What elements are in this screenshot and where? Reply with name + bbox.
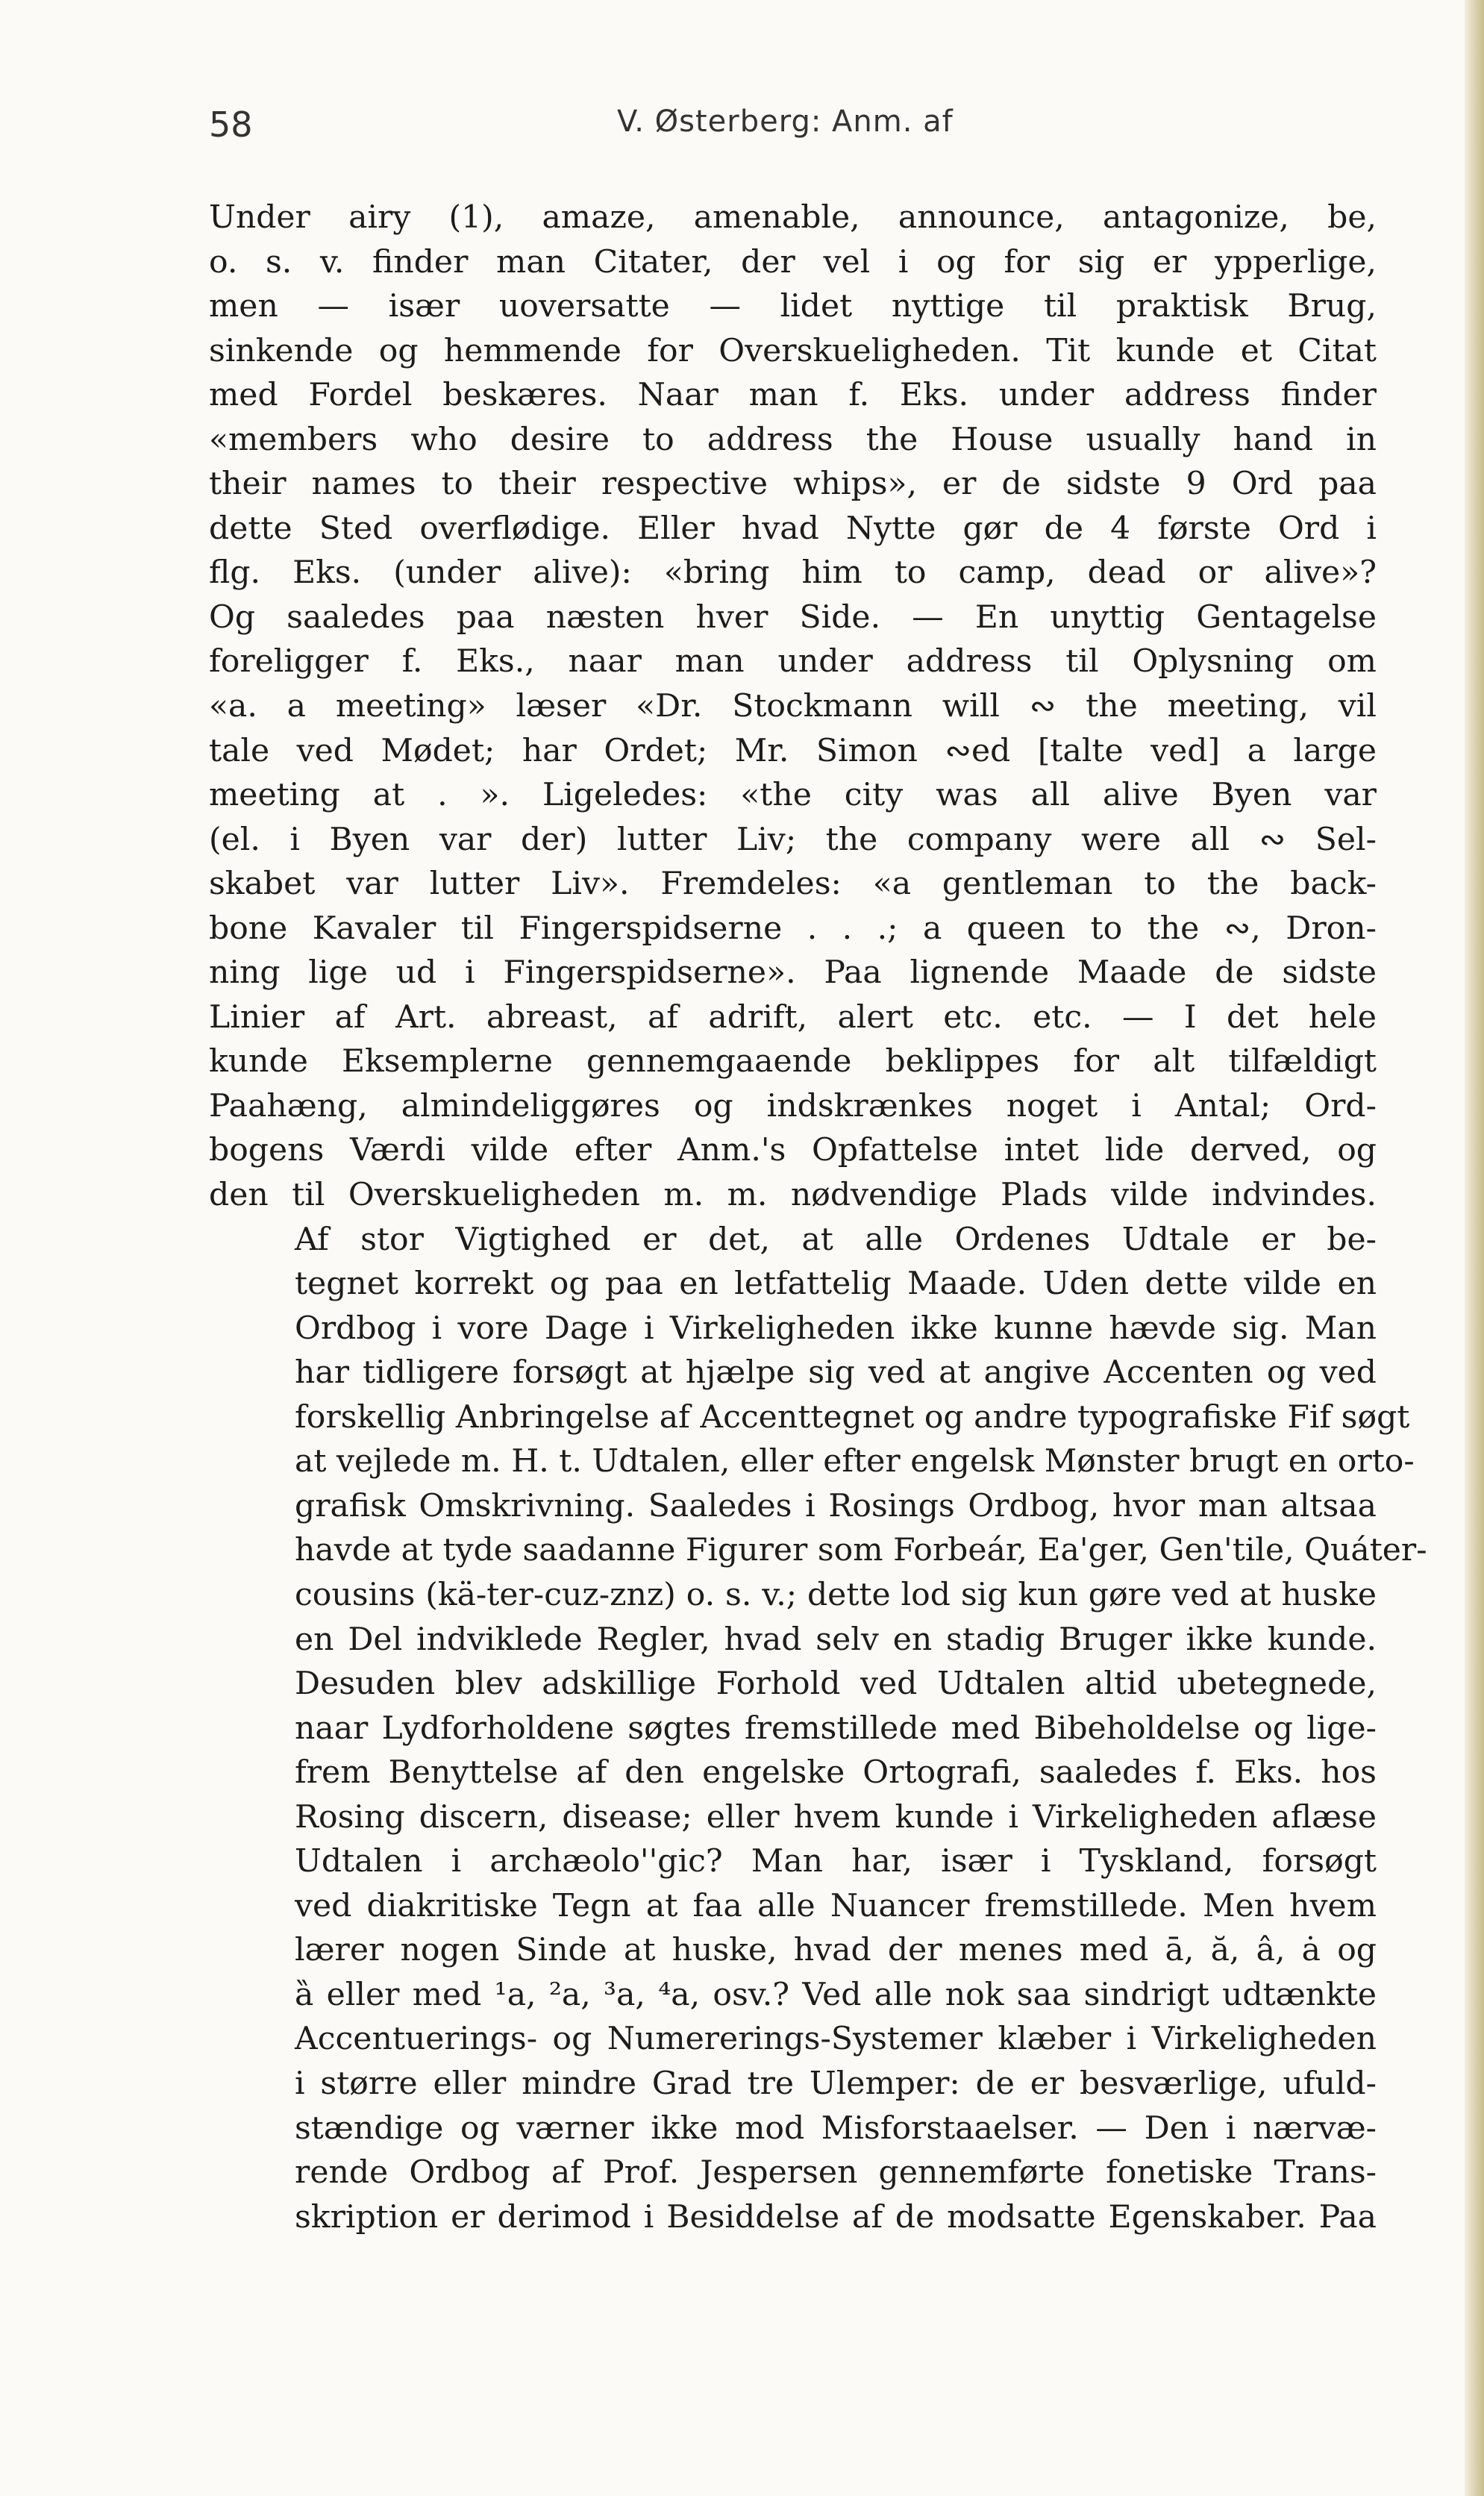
page-header bbox=[209, 96, 1377, 155]
text-line: men — især uoversatte — lidet nyttige til praktisk Brug, bbox=[209, 288, 1377, 325]
page-number: 58 bbox=[209, 104, 253, 145]
text-line: den til Overskueligheden m. m. nødvendige Plads vilde indvindes. bbox=[209, 1177, 1377, 1214]
text-line: kunde Eksemplerne gennemgaaende beklippes for alt tilfældigt bbox=[209, 1043, 1377, 1080]
text-line: meeting at . ». Ligeledes: «the city was all alive Byen var bbox=[209, 777, 1377, 814]
text-line: foreligger f. Eks., naar man under address til Oplysning om bbox=[209, 643, 1377, 681]
text-line: ved diakritiske Tegn at faa alle Nuancer fremstillede. Men hvem bbox=[295, 1887, 1377, 1924]
text-line: cousins (kä-ter-cuz-znz) o. s. v.; dette lod sig kun gøre ved at huske bbox=[295, 1576, 1377, 1613]
text-line: dette Sted overflødige. Eller hvad Nytte gør de 4 første Ord i bbox=[209, 510, 1377, 547]
text-line: ning lige ud i Fingerspidserne». Paa lignende Maade de sidste bbox=[209, 954, 1377, 992]
text-line: at vejlede m. H. t. Udtalen, eller efter engelsk Mønster brugt en orto- bbox=[295, 1443, 1415, 1480]
text-line: Desuden blev adskillige Forhold ved Udtalen altid ubetegnede, bbox=[295, 1665, 1377, 1703]
text-line: skription er derimod i Besiddelse af de modsatte Egenskaber. Paa bbox=[295, 2198, 1377, 2236]
text-line: Af stor Vigtighed er det, at alle Ordenes Udtale er be- bbox=[295, 1221, 1377, 1258]
text-line: skabet var lutter Liv». Fremdeles: «a gentleman to the back- bbox=[209, 866, 1377, 903]
text-line: ȁ eller med ¹a, ²a, ³a, ⁴a, osv.? Ved alle nok saa sindrigt udtænkte bbox=[295, 1976, 1377, 2013]
text-line: flg. Eks. (under alive): «bring him to camp, dead or alive»? bbox=[209, 554, 1377, 592]
text-line: «members who desire to address the House usually hand in bbox=[209, 421, 1377, 458]
paragraph bbox=[209, 196, 1377, 1218]
text-line: Linier af Art. abreast, af adrift, alert etc. etc. — I det hele bbox=[209, 998, 1377, 1036]
text-line: Under airy (1), amaze, amenable, announce, antagonize, be, bbox=[209, 199, 1377, 236]
text-line: en Del indviklede Regler, hvad selv en stadig Bruger ikke kunde. bbox=[295, 1621, 1377, 1658]
text-line: (el. i Byen var der) lutter Liv; the company were all ∾ Sel- bbox=[209, 821, 1377, 858]
text-line: tegnet korrekt og paa en letfattelig Maade. Uden dette vilde en bbox=[295, 1266, 1377, 1303]
text-line: Og saaledes paa næsten hver Side. — En unyttig Gentagelse bbox=[209, 598, 1377, 636]
text-line: rende Ordbog af Prof. Jespersen gennemførte fonetiske Trans- bbox=[295, 2154, 1377, 2192]
paragraph bbox=[209, 1218, 1427, 2240]
page-edge bbox=[1465, 0, 1484, 2496]
text-line: forskellig Anbringelse af Accenttegnet og andre typografiske Fif søgt bbox=[295, 1398, 1410, 1436]
running-head: V. Østerberg: Anm. af bbox=[617, 104, 954, 139]
text-line: grafisk Omskrivning. Saaledes i Rosings Ordbog, hvor man altsaa bbox=[295, 1487, 1377, 1524]
text-line: stændige og værner ikke mod Misforstaaelser. — Den i nærvæ- bbox=[295, 2109, 1377, 2147]
text-line: Udtalen i archæolo''gic? Man har, især i Tyskland, forsøgt bbox=[295, 1843, 1377, 1880]
text-line: bogens Værdi vilde efter Anm.'s Opfattelse intet lide derved, og bbox=[209, 1132, 1377, 1169]
text-line: naar Lydforholdene søgtes fremstillede med Bibeholdelse og lige- bbox=[295, 1710, 1377, 1747]
text-line: bone Kavaler til Fingerspidserne . . .; a queen to the ∾, Dron- bbox=[209, 910, 1377, 947]
text-line: Paahæng, almindeliggøres og indskrænkes noget i Antal; Ord- bbox=[209, 1087, 1377, 1125]
text-line: sinkende og hemmende for Overskueligheden. Tit kunde et Citat bbox=[209, 332, 1377, 369]
text-line: Rosing discern, disease; eller hvem kunde i Virkeligheden aflæse bbox=[295, 1798, 1377, 1836]
text-line: havde at tyde saadanne Figurer som Forbeár, Ea'ger, Gen'tile, Quáter- bbox=[295, 1532, 1427, 1569]
text-line: o. s. v. finder man Citater, der vel i og for sig er ypperlige, bbox=[209, 243, 1377, 281]
text-line: lærer nogen Sinde at huske, hvad der menes med ā, ă, â, ȧ og bbox=[295, 1932, 1377, 1969]
text-line: med Fordel beskæres. Naar man f. Eks. under address finder bbox=[209, 377, 1377, 414]
text-line: Accentuerings- og Numererings-Systemer klæber i Virkeligheden bbox=[295, 2021, 1377, 2058]
body-text bbox=[209, 196, 1427, 2239]
text-line: tale ved Mødet; har Ordet; Mr. Simon ∾ed [talte ved] a large bbox=[209, 732, 1377, 769]
text-line: har tidligere forsøgt at hjælpe sig ved at angive Accenten og ved bbox=[295, 1354, 1377, 1392]
text-line: Ordbog i vore Dage i Virkeligheden ikke kunne hævde sig. Man bbox=[295, 1310, 1377, 1347]
text-line: i større eller mindre Grad tre Ulemper: de er besværlige, ufuld- bbox=[295, 2065, 1377, 2102]
text-line: «a. a meeting» læser «Dr. Stockmann will ∾ the meeting, vil bbox=[209, 688, 1377, 725]
text-line: frem Benyttelse af den engelske Ortografi, saaledes f. Eks. hos bbox=[295, 1754, 1377, 1792]
text-line: their names to their respective whips», er de sidste 9 Ord paa bbox=[209, 466, 1377, 503]
